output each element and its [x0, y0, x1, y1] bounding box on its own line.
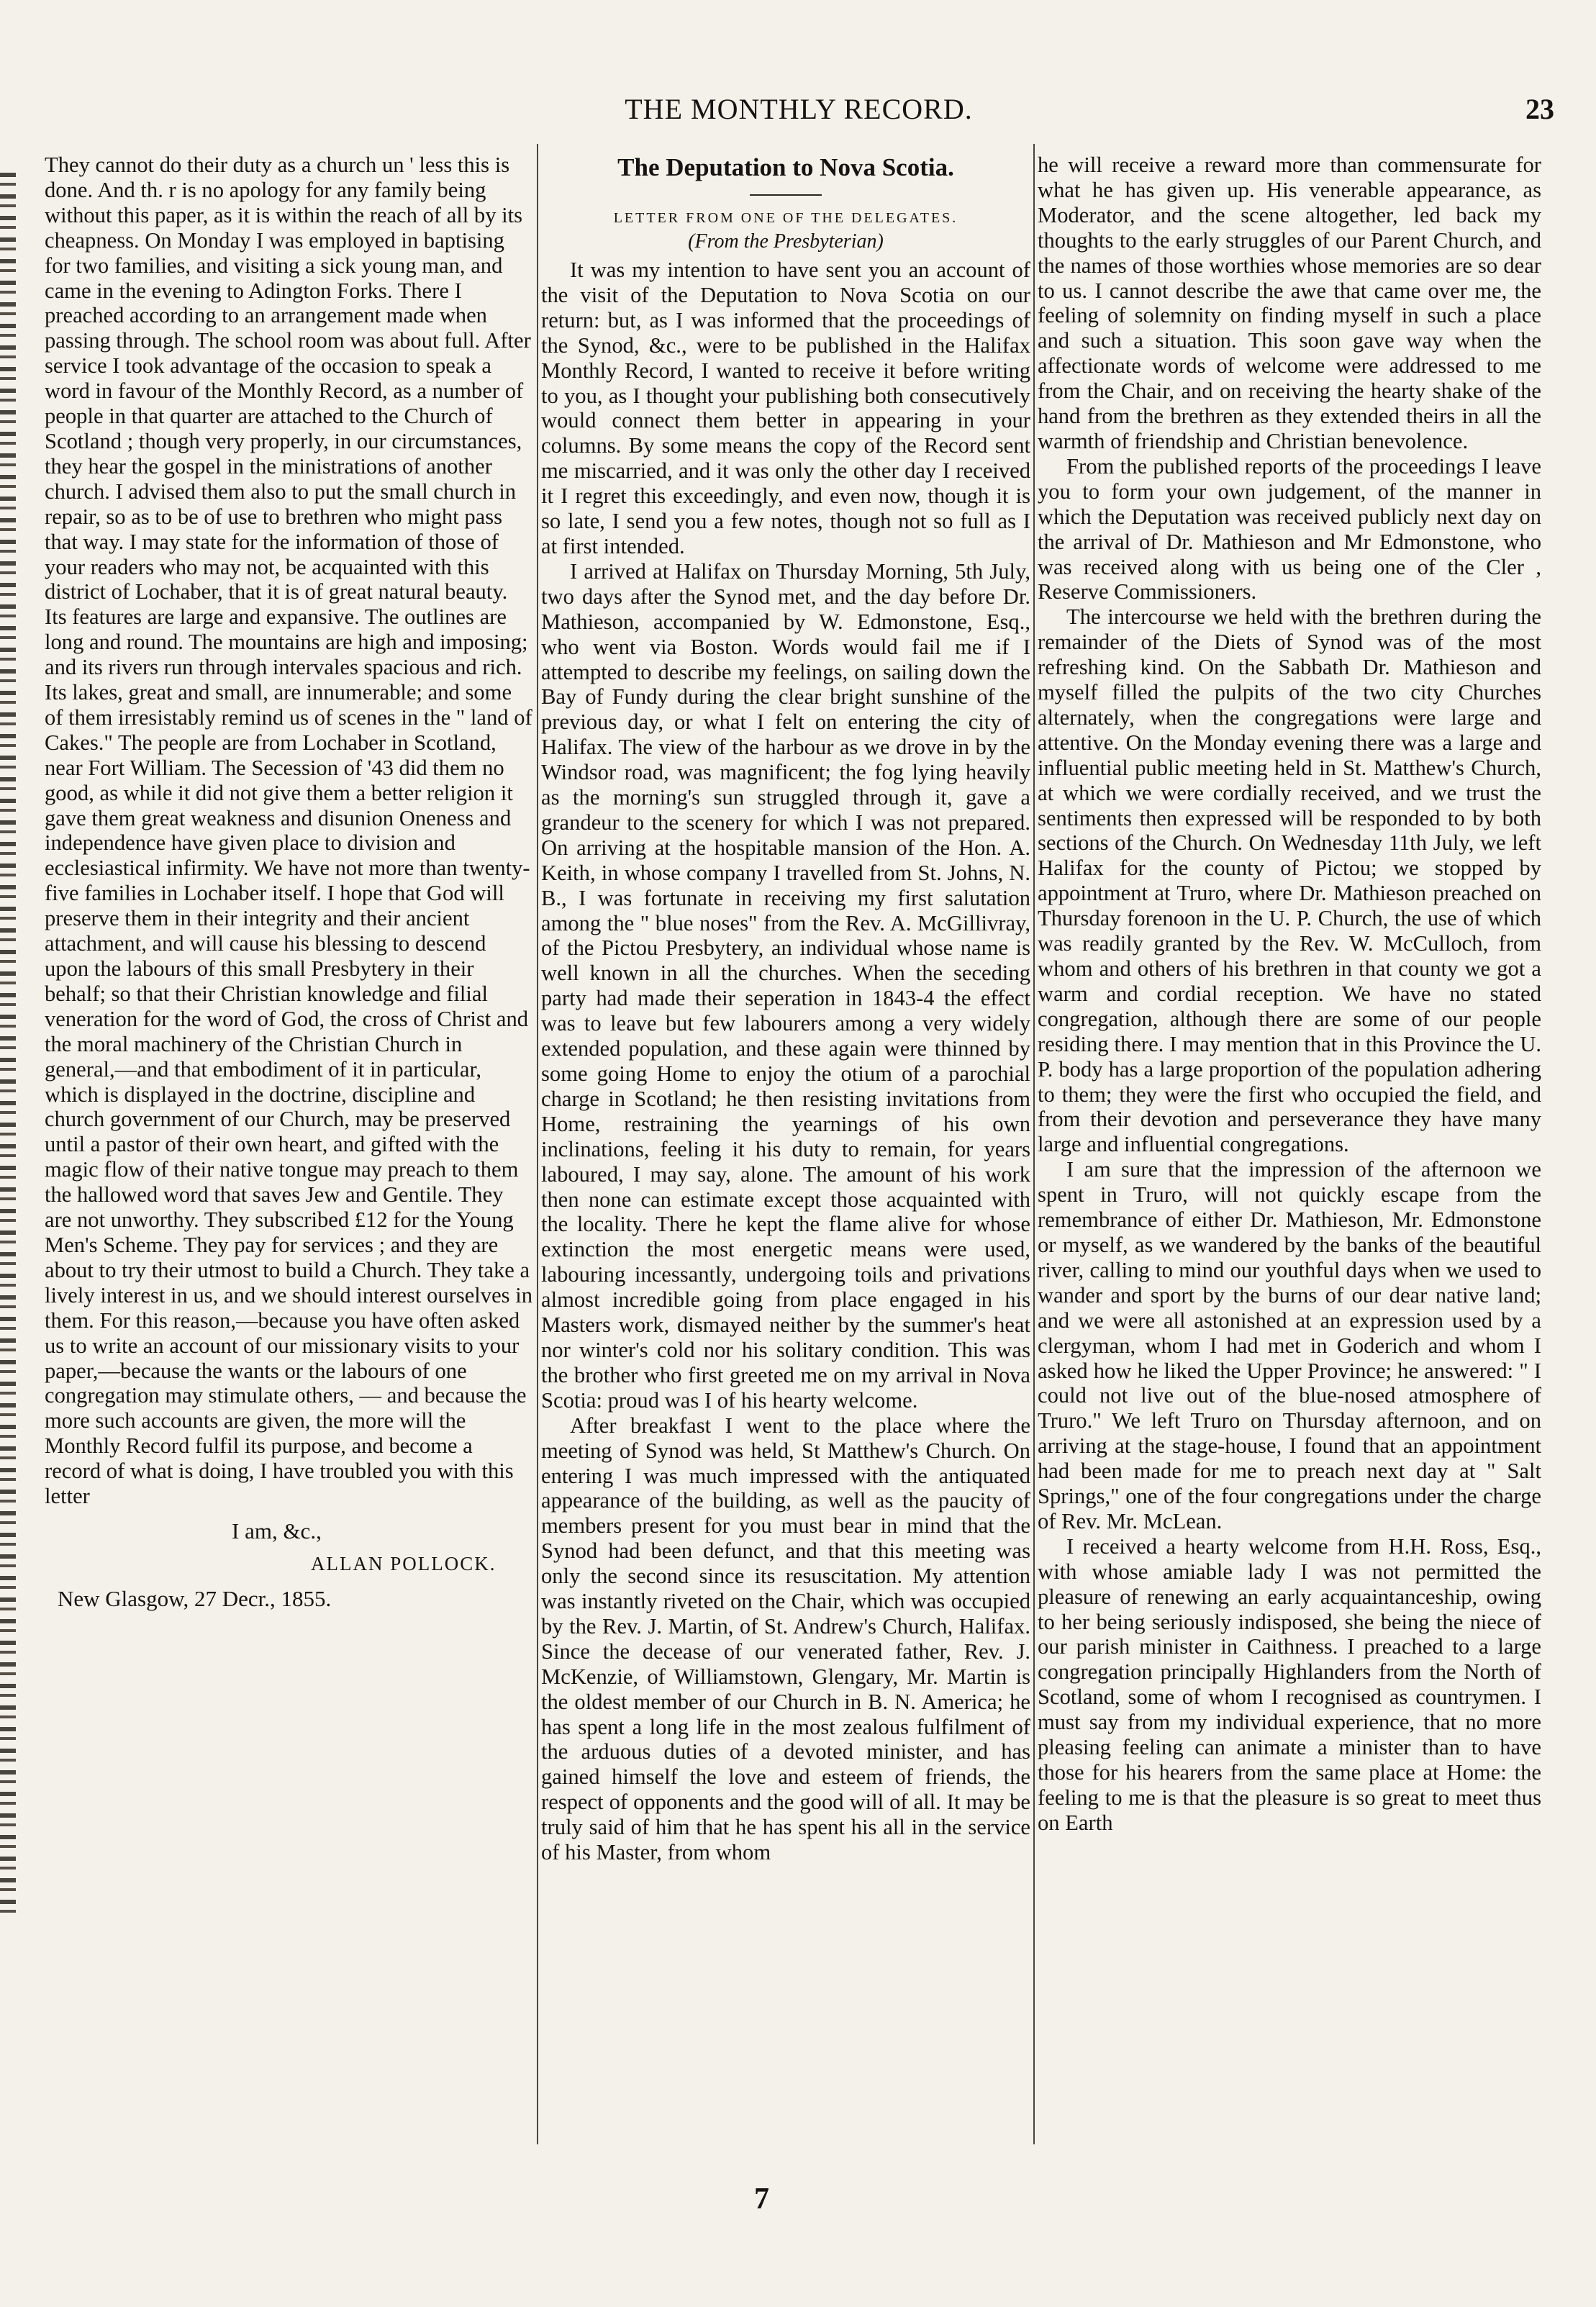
heading-rule [750, 194, 822, 196]
article-paragraph: I am sure that the impression of the afternoon we spent in Truro, will not quickly escape from the remembrance of either Dr. Mathieson, Mr. Edmonstone or myself, as we wandered by the banks of the beautiful river, calling to mind our youthful days when we used to wander and sport by the burns of our dear native land; and we were all astonished at an expression used by a clergyman, whom I had met in Goderich and whom I asked how he liked the Upper Province; he answered: " I could not live out of the blue-nosed atmosphere of Truro." We left Truro on Thursday afternoon, and on arriving at the stage-house, I found that an appointment had been made for me to preach next day at " Salt Springs," one of the four congregations under the charge of Rev. Mr. McLean. [1038, 1157, 1541, 1533]
running-title: THE MONTHLY RECORD. [625, 93, 973, 125]
article-paragraph: I arrived at Halifax on Thursday Morning, 5th July, two days after the Synod met, and the day before Dr. Mathieson, accompanied by W. Edmonstone, Esq., who went via Boston. Words would fail me if I attempted to describe my feelings, on sailing down the Bay of Fundy during the clear bright sunshine of the previous day, or what I felt on entering the city of Halifax. The view of the harbour as we drove in by the Windsor road, was magnificent; the fog lying heavily as the morning's sun struggled through it, gave a grandeur to the scenery for which I was not prepared. On arriving at the hospitable mansion of the Hon. A. Keith, in whose company I travelled from St. Johns, N. B., I was fortunate in receiving my first salutation among the " blue noses" from the Rev. A. McGillivray, of the Pictou Presbytery, an individual whose name is well known in all the churches. When the seceding party had made their seperation in 1843-4 the effect was to leave but few labourers among a very widely extended population, and these again were thinned by some going Home to enjoy the otium of a parochial charge in Scotland; he then resisting invitations from Home, restraining the yearnings of his own inclinations, feeling it his duty to remain, for years laboured, I may say, alone. The amount of his work then none can estimate except those acquainted with the locality. There he kept the flame alive for whose extinction the most energetic means were used, labouring incessantly, undergoing toils and privations almost incredible going from place engaged in his Masters work, dismayed neither by the summer's heat nor winter's cold nor his solitary condition. This was the brother who first greeted me on my arrival in Nova Scotia: proud was I of his hearty welcome. [541, 558, 1030, 1413]
page-number: 23 [1525, 93, 1554, 125]
article-paragraph: From the published reports of the proceedings I leave you to form your own judgement, of the manner in which the Deputation was received publicly next day on the arrival of Dr. Mathieson and Mr Edmonstone, who was received along with us being one of the Cler , Reserve Commissioners. [1038, 453, 1541, 604]
letter-dateline: New Glasgow, 27 Decr., 1855. [58, 1585, 332, 1611]
article-source: (From the Presbyterian) [688, 230, 884, 253]
page-header [43, 92, 1554, 135]
article-paragraph: The intercourse we held with the brethren during the remainder of the Diets of Synod was of the most refreshing kind. On the Sabbath Dr. Mathieson and myself filled the pulpits of the two city Churches alternately, when the congregations were large and attentive. On the Monday evening there was a large and influential public meeting held in St. Matthew's Church, at which we were cordially received, and we trust the sentiments then expressed will be responded to by both sections of the Church. On Wednesday 11th July, we left Halifax for the county of Pictou; we stopped by appointment at Truro, where Dr. Mathieson preached on Thursday forenoon in the U. P. Church, the use of which was readily granted by the Rev. W. McCulloch, from whom and others of his brethren in that county we got a warm and cordial reception. We have no stated congregation, although there are some of our people residing there. I may mention that in this Province the U. P. body has a large proportion of the population adhering to them; they were the first who occupied the field, and from their devotion and perseverance they have many large and influential congregations. [1038, 604, 1541, 1157]
article-paragraph: After breakfast I went to the place where the meeting of Synod was held, St Matthew's Church. On entering I was much impressed with the antiquated appearance of the building, as well as the paucity of members present for you must bear in mind that the Synod had been defunct, and that this meeting was only the second since its resuscitation. My attention was instantly riveted on the Chair, which was occupied by the Rev. J. Martin, of St. Andrew's Church, Halifax. Since the decease of our venerated father, Rev. J. McKenzie, of Williamstown, Glengary, Mr. Martin is the oldest member of our Church in B. N. America; he has spent a long life in the most zealous fulfilment of the arduous duties of a devoted minister, and has gained himself the love and esteem of friends, the respect of opponents and the good will of all. It may be truly said of him that he has spent his all in the service of his Master, from whom [541, 1413, 1030, 1865]
column-left [45, 153, 534, 1612]
letter-sign-off: I am, &c., [232, 1518, 322, 1544]
article-paragraph: I received a hearty welcome from H.H. Ross, Esq., with whose amiable lady I was not permitted the pleasure of renewing an early acquaintanceship, owing to her being seriously indisposed, she being the niece of our parish minister in Caithness. I preached to a large congregation principally Highlanders from the North of Scotland, some of whom I recognised as countrymen. I must say from my individual experience, that no more pleasing feeling can animate a minister than to have those for his hearers from the same place at Home: the feeling to me is that the pleasure is so great to meet thus on Earth [1038, 1533, 1541, 1835]
printer-signature-mark: 7 [754, 2183, 769, 2216]
column-divider [1033, 144, 1035, 2144]
column-middle [541, 153, 1030, 1865]
article-subheading: LETTER FROM ONE OF THE DELEGATES. [613, 210, 958, 226]
letter-signature: ALLAN POLLOCK. [311, 1552, 497, 1574]
column-divider [537, 144, 538, 2144]
column-right [1038, 153, 1541, 1836]
page-binding-edge [0, 173, 16, 1914]
article-heading: The Deputation to Nova Scotia. [617, 153, 954, 181]
article-paragraph: he will receive a reward more than commensurate for what he has given up. His venerable appearance, as Moderator, and the scene altogether, led back my thoughts to the early struggles of our Parent Church, and the names of those worthies whose memories are so dear to us. I cannot describe the awe that came over me, the feeling of solemnity on finding myself in such a place and such a situation. This soon gave way when the affectionate words of welcome were addressed to me from the Chair, and on receiving the hearty shake of the hand from the brethren as they extended theirs in all the warmth of friendship and Christian benevolence. [1038, 153, 1541, 453]
article-paragraph: It was my intention to have sent you an account of the visit of the Deputation to Nova Scotia on our return: but, as I was informed that the proceedings of the Synod, &c., were to be published in the Halifax Monthly Record, I wanted to receive it before writing to you, as I thought your publishing both consecutively would connect them better in appearing in your columns. By some means the copy of the Record sent me miscarried, and it was only the other day I received it I regret this exceedingly, and even now, though it is so late, I send you a few notes, though not so full as I at first intended. [541, 258, 1030, 558]
letter-body: They cannot do their duty as a church un ' less this is done. And th. r is no apology for any family being without this paper, as it is within the reach of all by its cheapness. On Monday I was employed in baptising for two families, and visiting a sick young man, and came in the evening to Adington Forks. There I preached according to an arrangement made when passing through. The school room was about full. After service I took advantage of the occasion to speak a word in favour of the Monthly Record, as a number of people in that quarter are attached to the Church of Scotland ; though very properly, in our circumstances, they hear the gospel in the ministrations of another church. I advised them also to put the small church in repair, so as to be of use to brethren who might pass that way. I may state for the information of those of your readers who may not, be acquainted with this district of Lochaber, that it is of great natural beauty. Its features are large and expansive. The outlines are long and round. The mountains are high and imposing; and its rivers run through intervales spacious and rich. Its lakes, great and small, are innumerable; and some of them irresistably remind us of scenes in the " land of Cakes." The people are from Lochaber in Scotland, near Fort William. The Secession of '43 did them no good, as while it did not give them a better religion it gave them great weakness and disunion Oneness and independence have given place to division and ecclesiastical infirmity. We have not more than twenty-five families in Lochaber itself. I hope that God will preserve them in their integrity and their ancient attachment, and will cause his blessing to descend upon the labours of this small Presbytery in their behalf; so that their Christian knowledge and filial veneration for the word of God, the cross of Christ and the moral machinery of the Christian Church in general,—and that embodiment of it in particular, which is displayed in the doctrine, discipline and church government of our Church, may be preserved until a pastor of their own heart, and gifted with the magic flow of their native tongue may preach to them the hallowed word that saves Jew and Gentile. They are not unworthy. They subscribed £12 for the Young Men's Scheme. They pay for services ; and they are about to try their utmost to build a Church. They take a lively interest in us, and we should interest ourselves in them. For this reason,—because you have often asked us to write an account of our missionary visits to your paper,—because the wants or the labours of one congregation may stimulate others, — and because the more such accounts are given, the more will the Monthly Record fulfil its purpose, and become a record of what is doing, I have troubled you with this letter [45, 153, 533, 1509]
